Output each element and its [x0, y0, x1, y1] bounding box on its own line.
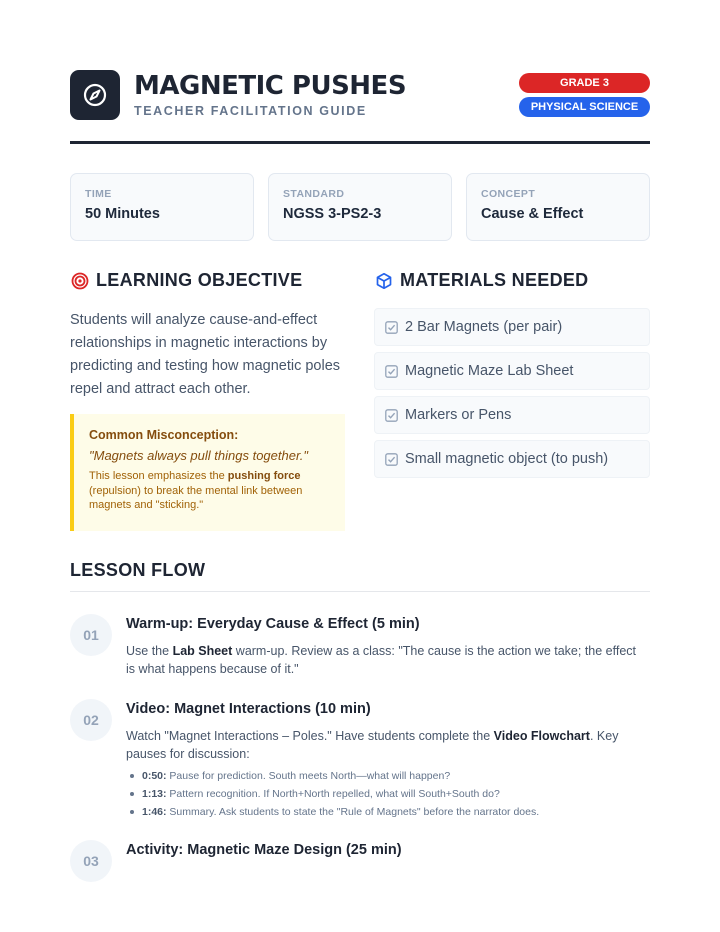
- step-title: Warm-up: Everyday Cause & Effect (5 min): [126, 616, 420, 632]
- materials-heading: [374, 270, 588, 291]
- checkbox-icon: [385, 321, 398, 334]
- step-body: Use the Lab Sheet warm-up. Review as a class: "The cause is the action we take; the effect is what happens because of it.": [126, 644, 637, 676]
- step-body: Watch "Magnet Interactions – Poles." Have students complete the Video Flowchart. Key pauses for discussion:: [126, 729, 619, 761]
- list-item: [374, 440, 650, 478]
- list-item: 1:46: Summary. Ask students to state the "Rule of Magnets" before the narrator does.: [142, 803, 642, 821]
- step-title: Activity: Magnetic Maze Design (25 min): [126, 842, 402, 858]
- misconception-callout: [70, 414, 345, 531]
- lesson-flow-divider: [70, 591, 650, 592]
- card-value: NGSS 3-PS2-3: [283, 206, 382, 222]
- list-item: [374, 308, 650, 346]
- material-label: Magnetic Maze Lab Sheet: [405, 363, 574, 379]
- cube-icon: [374, 271, 394, 291]
- list-item: [374, 352, 650, 390]
- list-item: 1:13: Pattern recognition. If North+North repelled, what will South+South do?: [142, 785, 642, 803]
- step-title: Video: Magnet Interactions (10 min): [126, 701, 371, 717]
- grade-badge: GRADE 3: [519, 73, 650, 93]
- checkbox-icon: [385, 453, 398, 466]
- card-label: TIME: [85, 188, 112, 200]
- lesson-flow-heading: LESSON FLOW: [70, 560, 206, 580]
- misconception-title: Common Misconception:: [89, 428, 239, 442]
- step-number: 01: [70, 614, 112, 656]
- step-number: 03: [70, 840, 112, 882]
- standard-card: [268, 173, 452, 241]
- material-label: Small magnetic object (to push): [405, 451, 609, 467]
- page-subtitle: TEACHER FACILITATION GUIDE: [134, 104, 367, 118]
- checkbox-icon: [385, 365, 398, 378]
- material-label: Markers or Pens: [405, 407, 512, 423]
- misconception-quote: "Magnets always pull things together.": [89, 448, 309, 463]
- concept-card: [466, 173, 650, 241]
- subject-badge: PHYSICAL SCIENCE: [519, 97, 650, 117]
- objective-text: Students will analyze cause-and-effect relationships in magnetic interactions by predicting and testing how magnetic poles repel and attract each other.: [70, 312, 341, 397]
- list-item: 0:50: Pause for prediction. South meets North—what will happen?: [142, 767, 642, 785]
- materials-list: [374, 308, 650, 484]
- compass-icon: [70, 70, 120, 120]
- objective-heading-text: LEARNING OBJECTIVE: [96, 270, 303, 290]
- card-value: Cause & Effect: [481, 206, 584, 222]
- checkbox-icon: [385, 409, 398, 422]
- material-label: 2 Bar Magnets (per pair): [405, 319, 563, 335]
- time-card: [70, 173, 254, 241]
- step-number: 02: [70, 699, 112, 741]
- list-item: [374, 396, 650, 434]
- card-value: 50 Minutes: [85, 206, 160, 222]
- materials-heading-text: MATERIALS NEEDED: [400, 270, 589, 290]
- discussion-pauses: [142, 767, 642, 821]
- card-label: CONCEPT: [481, 188, 536, 200]
- header: [70, 70, 650, 130]
- page-title: MAGNETIC PUSHES: [134, 71, 407, 101]
- misconception-body: This lesson emphasizes the pushing force (repulsion) to break the mental link between magnets and "sticking.": [89, 470, 303, 511]
- objective-heading: [70, 270, 302, 291]
- info-cards: [70, 173, 650, 241]
- target-icon: [70, 271, 90, 291]
- header-divider: [70, 141, 650, 144]
- card-label: STANDARD: [283, 188, 345, 200]
